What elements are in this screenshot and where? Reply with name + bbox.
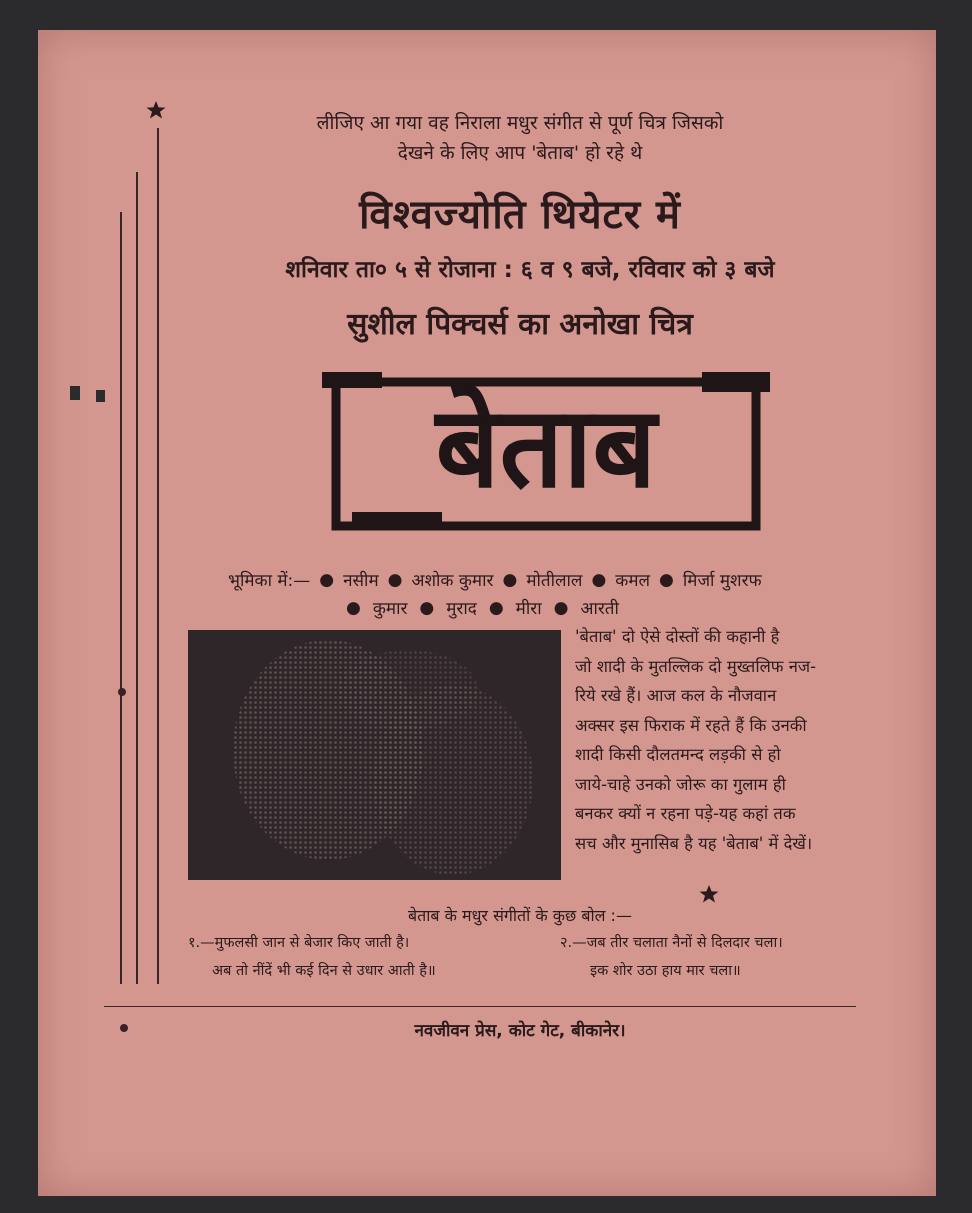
- footer-divider: [104, 1006, 856, 1007]
- cast-member: अशोक कुमार: [411, 571, 494, 591]
- story-line: जो शादी के मुतल्लिक दो मुख्तलिफ नज-: [575, 656, 817, 676]
- intro-line: लीजिए आ गया वह निराला मधुर संगीत से पूर्ण चित्र जिसको: [316, 112, 724, 134]
- song-2-line-1: २.—जब तीर चलाता नैनों से दिलदार चला।: [560, 935, 783, 951]
- bullet-dot-icon: ●: [419, 597, 435, 618]
- song-2-line-2: इक शोर उठा हाय मार चला॥: [590, 963, 741, 979]
- bullet-dot-icon: ●: [488, 597, 504, 618]
- story-line: 'बेताब' दो ऐसे दोस्तों की कहानी है: [575, 627, 780, 646]
- cast-member: मुराद: [446, 599, 477, 619]
- torn-mark: [70, 386, 80, 400]
- cast-member: आरती: [580, 599, 619, 619]
- cast-label: भूमिका में:—: [228, 571, 311, 591]
- bullet-dot-icon: ●: [659, 569, 674, 590]
- cast-member: नसीम: [343, 571, 379, 591]
- story-text: [575, 622, 865, 858]
- left-rule-2: [136, 172, 138, 984]
- printer-credit: नवजीवन प्रेस, कोट गेट, बीकानेर।: [414, 1021, 626, 1041]
- cast-member: कमल: [615, 571, 651, 591]
- left-rule-3: [157, 128, 159, 984]
- bullet-dot-icon: ●: [387, 569, 403, 590]
- story-line: रिये रखे हैं। आज कल के नौजवान: [575, 686, 777, 705]
- punch-mark: [120, 1024, 128, 1032]
- bullet-dot-icon: ●: [502, 569, 518, 590]
- star-icon: [146, 100, 166, 120]
- cast-member: मीरा: [515, 599, 542, 619]
- story-line: शादी किसी दौलतमन्द लड़की से हो: [575, 745, 781, 764]
- halftone-image: [188, 630, 561, 880]
- song-1-line-2: अब तो नींदें भी कई दिन से उधार आती है॥: [212, 963, 436, 979]
- punch-mark: [118, 688, 126, 696]
- bullet-dot-icon: ●: [319, 569, 335, 590]
- film-title-box: [322, 372, 770, 532]
- bullet-dot-icon: ●: [346, 597, 361, 618]
- cast-member: कुमार: [372, 599, 408, 619]
- film-title: बेताब: [435, 383, 657, 513]
- film-still-photo: [188, 630, 561, 880]
- cast-row-1: [228, 568, 868, 591]
- presents-line: सुशील पिक्चर्स का अनोखा चित्र: [347, 307, 693, 342]
- bullet-dot-icon: ●: [591, 569, 607, 590]
- cast-member: मिर्जा मुशरफ: [682, 571, 762, 591]
- story-line: अक्सर इस फिराक में रहते हैं कि उनकी: [575, 715, 807, 735]
- story-line: जाये-चाहे उनको जोरू का गुलाम ही: [575, 774, 786, 794]
- story-line: सच और मुनासिब है यह 'बेताब' में देखें।: [575, 833, 813, 853]
- intro-line: देखने के लिए आप 'बेताब' हो रहे थे: [397, 142, 643, 164]
- intro-text: [200, 108, 840, 168]
- torn-mark: [96, 390, 105, 402]
- story-line: बनकर क्यों न रहना पड़े-यह कहां तक: [575, 804, 796, 823]
- left-rule-1: [120, 212, 122, 984]
- theatre-name: विश्वज्योति थियेटर में: [359, 192, 681, 238]
- showtimes: शनिवार ता० ५ से रोजाना : ६ व ९ बजे, रविवार को ३ बजे: [285, 257, 775, 283]
- cast-member: मोतीलाल: [526, 571, 583, 591]
- song-1-line-1: १.—मुफलसी जान से बेजार किए जाती है।: [188, 935, 410, 951]
- bullet-dot-icon: ●: [553, 597, 569, 618]
- songs-heading: बेताब के मधुर संगीतों के कुछ बोल :—: [408, 906, 632, 925]
- cast-row-2: [346, 596, 746, 619]
- star-icon: [699, 884, 719, 904]
